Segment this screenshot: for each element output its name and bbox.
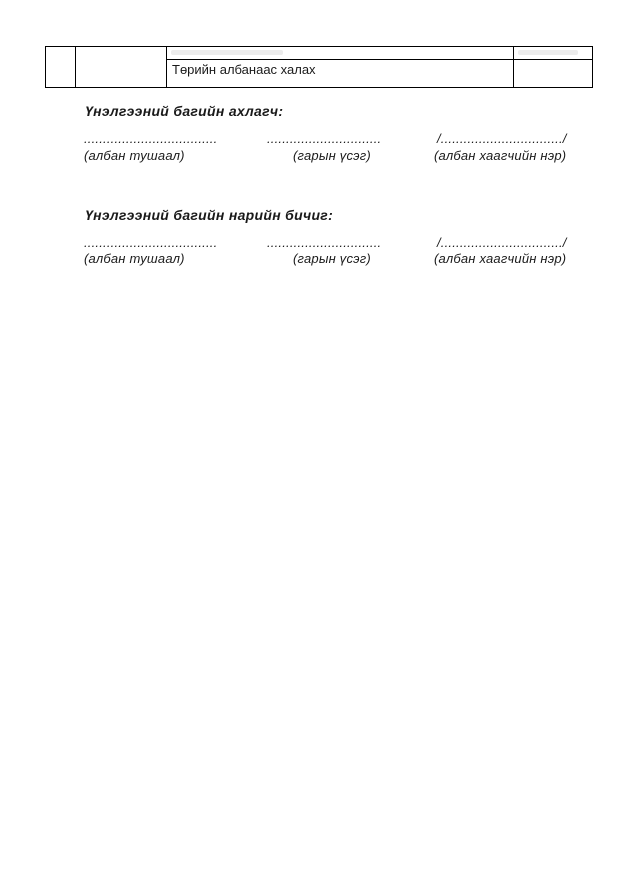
signature-label-signature: (гарын үсэг): [293, 251, 371, 266]
table-cell-option-top: [167, 47, 514, 60]
table-cell-dismissal-text: Төрийн албанаас халах: [172, 62, 316, 77]
signature-line-signature: ..............................: [267, 235, 382, 250]
signature-line-name: /................................/: [437, 235, 567, 250]
table-cell-mark: [514, 60, 593, 88]
signature-label-position: (албан тушаал): [84, 251, 185, 266]
section-heading-team-leader: Үнэлгээний багийн ахлагч:: [85, 103, 284, 119]
table-cell-index: [46, 47, 76, 88]
signature-line-position: ...................................: [84, 235, 218, 250]
section-heading-team-secretary: Үнэлгээний багийн нарийн бичиг:: [85, 207, 334, 223]
evaluation-table-fragment: [45, 46, 593, 88]
signature-line-signature: ..............................: [267, 131, 382, 146]
table-cell-category: [76, 47, 167, 88]
faded-print-artifact: [518, 50, 578, 55]
table-cell-dismissal-option: [167, 60, 514, 88]
signature-line-name: /................................/: [437, 131, 567, 146]
signature-label-signature: (гарын үсэг): [293, 148, 371, 163]
signature-label-position: (албан тушаал): [84, 148, 185, 163]
signature-line-position: ...................................: [84, 131, 218, 146]
signature-label-name: (албан хаагчийн нэр): [434, 251, 567, 266]
table-cell-mark-top: [514, 47, 593, 60]
signature-label-name: (албан хаагчийн нэр): [434, 148, 567, 163]
faded-print-artifact: [171, 50, 283, 55]
